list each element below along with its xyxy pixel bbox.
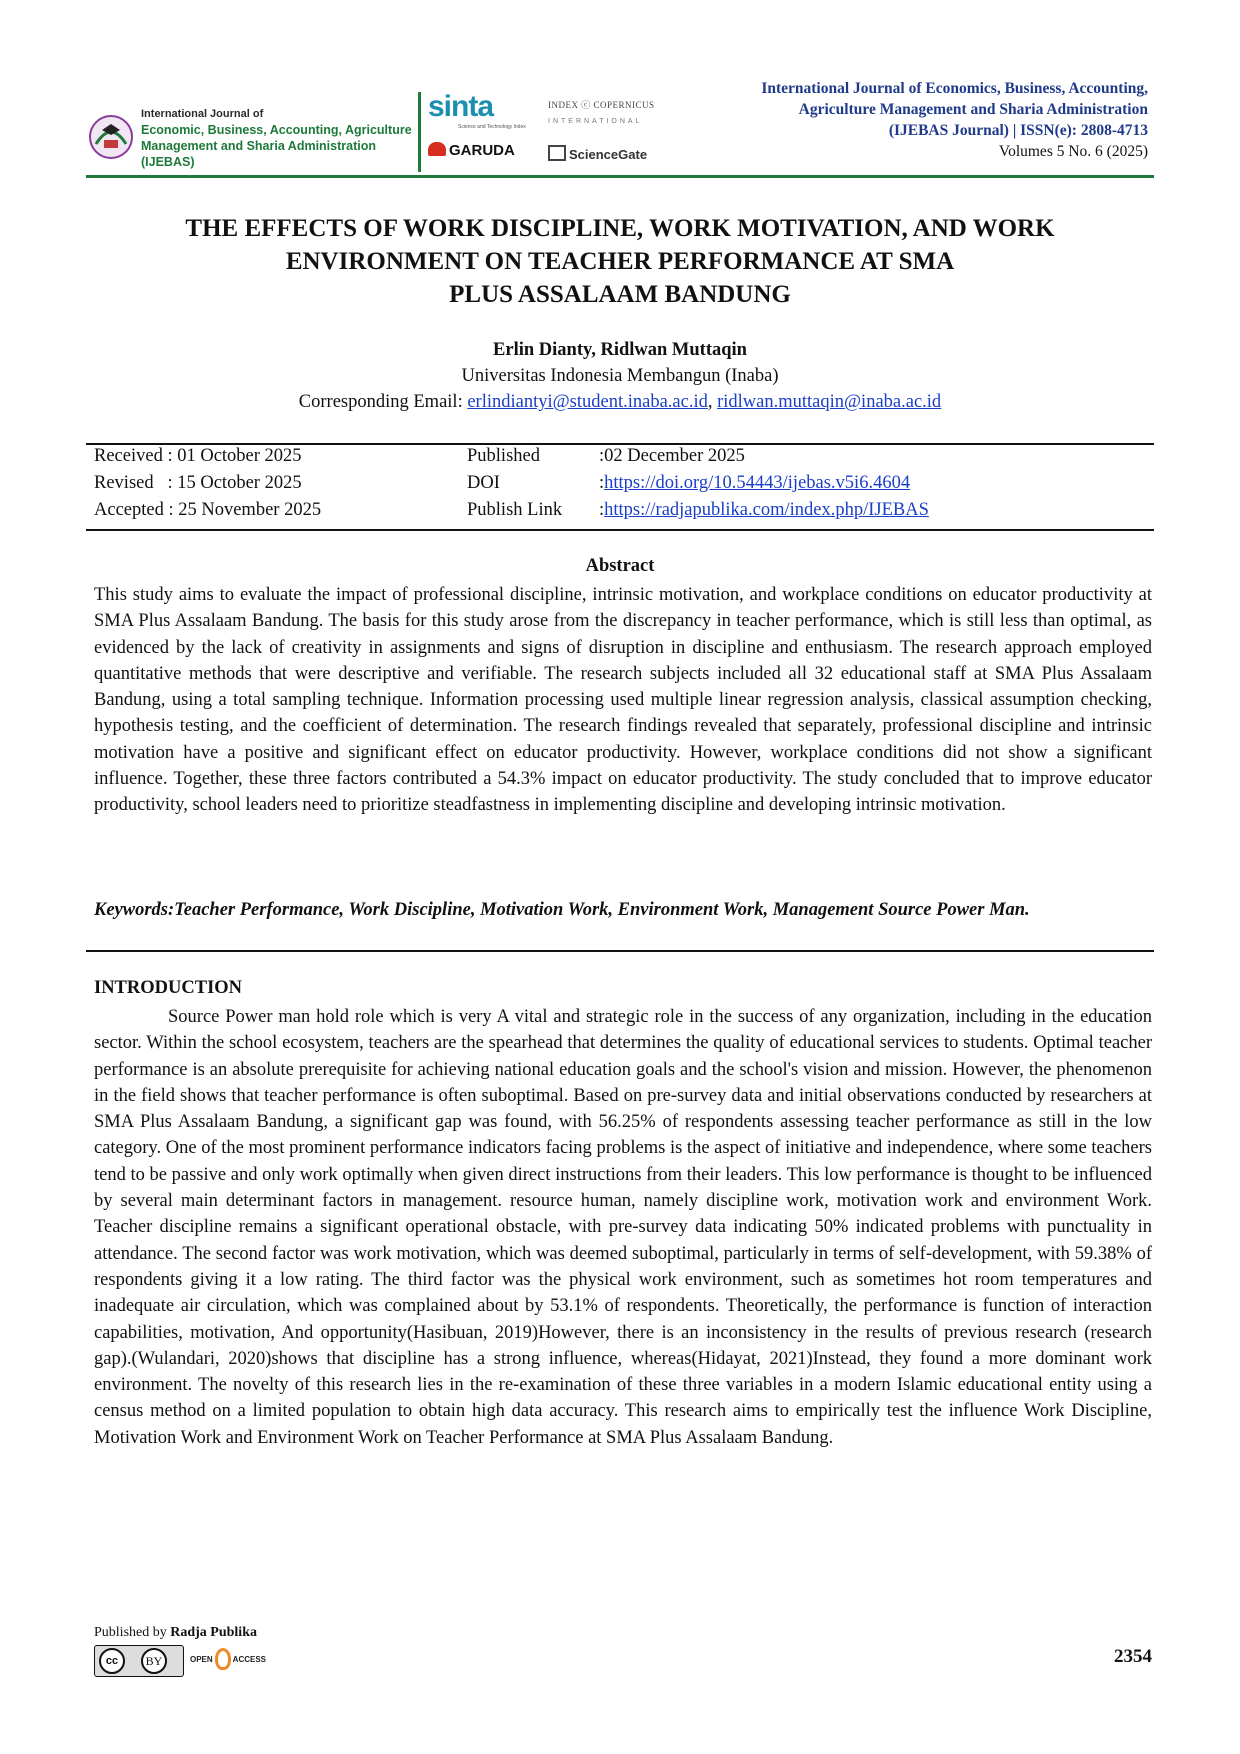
cc-icon: cc xyxy=(99,1648,125,1674)
sciencegate-icon xyxy=(548,145,566,161)
abstract-text: This study aims to evaluate the impact of professional discipline, intrinsic motivation, and workplace conditions on educator productivity at SMA Plus Assalaam Bandung. The basis for this study arose from the discrepancy in teacher performance, which is still less than optimal, as evidenced by the lack of creativity in assignments and signs of disruption in discipline and enthusiasm. The research approach employed quantitative methods that were descriptive and verifiable. The research subjects included all 32 educational staff at SMA Plus Assalaam Bandung, using a total sampling technique. Information processing used multiple linear regression analysis, classical assumption checking, hypothesis testing, and the coefficient of determination. The research findings revealed that separately, professional discipline and intrinsic motivation have a positive and significant effect on educator productivity. However, workplace conditions did not show a significant influence. Together, these three factors contributed a 54.3% impact on educator productivity. The study concluded that to improve educator productivity, school leaders need to prioritize steadfastness in implementing discipline and developing intrinsic motivation. xyxy=(94,585,1152,816)
title-line-1: THE EFFECTS OF WORK DISCIPLINE, WORK MOTIVATION, AND WORK xyxy=(185,215,1055,242)
journal-issn: (IJEBAS Journal) | ISSN(e): 2808-4713 xyxy=(888,122,1148,139)
email-label: Corresponding Email: xyxy=(298,392,468,412)
dates-rule-top xyxy=(86,443,1154,445)
dates-rule-bottom xyxy=(86,529,1154,531)
publish-link-cell xyxy=(599,500,929,527)
introduction-heading: INTRODUCTION xyxy=(94,978,243,998)
sinta-subtitle: Science and Technology Index xyxy=(458,124,526,130)
table-row xyxy=(94,473,929,500)
published-by-label: Published by xyxy=(94,1625,171,1640)
garuda-logo xyxy=(428,142,515,159)
sinta-logo: sinta xyxy=(428,90,494,123)
page-number: 2354 xyxy=(1114,1646,1152,1667)
revised-date: Revised : 15 October 2025 xyxy=(94,473,302,493)
table-row xyxy=(94,500,929,527)
journal-emblem-icon xyxy=(86,110,136,160)
logo-line-2: Economic, Business, Accounting, Agriculture xyxy=(141,123,412,137)
open-access-logo xyxy=(190,1648,266,1670)
header-rule xyxy=(86,175,1154,178)
open-access-word-1: OPEN xyxy=(190,1654,213,1664)
email-link-1[interactable]: erlindiantyi@student.inaba.ac.id xyxy=(467,392,708,412)
published-by xyxy=(94,1625,257,1641)
article-dates-table xyxy=(94,446,929,527)
corresponding-email xyxy=(86,392,1154,413)
email-separator: , xyxy=(707,392,718,412)
journal-info xyxy=(628,78,1148,162)
doi-colon: : xyxy=(599,473,605,493)
doi-link[interactable]: https://doi.org/10.54443/ijebas.v5i6.4604 xyxy=(604,473,911,493)
open-access-word-2: ACCESS xyxy=(232,1654,267,1664)
introduction-text: Source Power man hold role which is very A vital and strategic role in the success of any organization, including in the education sector. Within the school ecosystem, teachers are the spearhead that determines the quality of educational services to students. Optimal teacher performance is an absolute prerequisite for achieving national education goals and the school's vision and mission. However, the phenomenon in the field shows that teacher performance is often suboptimal. Based on pre-survey data and initial observations conducted by researchers at SMA Plus Assalaam Bandung, a significant gap was found, with 56.25% of respondents assessing teacher performance as still in the low category. One of the most prominent performance indicators facing problems is the aspect of initiative and independence, where some teachers tend to be passive and only work optimally when given direct instructions from their leaders. This low performance is thought to be influenced by several main determinant factors in management. resource human, namely discipline work, motivation work and environment Work. Teacher discipline remains a significant operational obstacle, with pre-survey data indicating 50% indicated problems with punctuality in attendance. The second factor was work motivation, which was deemed suboptimal, particularly in terms of self-development, with 59.38% of respondents giving it a low rating. The third factor was the physical work environment, such as sometimes hot room temperatures and inadequate air circulation, which was complained about by 53.1% of respondents. Theoretically, the performance is function of interaction capabilities, motivation, And opportunity(Hasibuan, 2019)However, there is an inconsistency in the results of previous research (research gap).(Wulandari, 2020)shows that discipline has a strong influence, whereas(Hidayat, 2021)Instead, they found a more dominant work environment. The novelty of this research lies in the re-examination of these three variables in a modern Islamic educational entity using a census method on a limited population to obtain high data accuracy. This research aims to empirically test the influence Work Discipline, Motivation Work and Environment Work on Teacher Performance at SMA Plus Assalaam Bandung. xyxy=(94,1007,1152,1448)
copernicus-subtitle: INTERNATIONAL xyxy=(548,118,643,125)
keywords-rule xyxy=(86,950,1154,952)
authors: Erlin Dianty, Ridlwan Muttaqin xyxy=(493,340,747,360)
doi-label: DOI xyxy=(467,473,500,493)
logo-line-3: Management and Sharia Administration (IJEBAS) xyxy=(141,139,376,169)
publish-link[interactable]: https://radjapublika.com/index.php/IJEBAS xyxy=(604,500,929,520)
copernicus-logo: INDEX ⓒ COPERNICUS xyxy=(548,100,655,110)
journal-volume: Volumes 5 No. 6 (2025) xyxy=(998,143,1148,160)
publisher-name: Radja Publika xyxy=(170,1625,257,1640)
open-lock-icon xyxy=(215,1648,231,1670)
journal-name-line-2: Agriculture Management and Sharia Administration xyxy=(798,101,1148,118)
published-date: :02 December 2025 xyxy=(599,446,745,466)
abstract-heading: Abstract xyxy=(585,556,655,576)
publish-link-label: Publish Link xyxy=(467,500,563,520)
table-row xyxy=(94,446,929,473)
journal-name-line-1: International Journal of Economics, Business, Accounting, xyxy=(761,80,1148,97)
cc-by-license-badge[interactable] xyxy=(94,1645,184,1677)
published-label: Published xyxy=(467,446,540,466)
sciencegate-label: ScienceGate xyxy=(569,147,648,162)
title-line-3: PLUS ASSALAAM BANDUNG xyxy=(449,281,791,308)
by-icon: BY xyxy=(141,1648,167,1674)
received-date: Received : 01 October 2025 xyxy=(94,446,302,466)
doi-cell xyxy=(599,473,929,500)
garuda-label: GARUDA xyxy=(449,142,515,159)
affiliation: Universitas Indonesia Membangun (Inaba) xyxy=(461,366,779,386)
journal-logo xyxy=(86,92,416,169)
header-divider xyxy=(418,92,421,172)
accepted-date: Accepted : 25 November 2025 xyxy=(94,500,322,520)
publish-link-colon: : xyxy=(599,500,605,520)
garuda-icon xyxy=(428,142,446,156)
keywords: Keywords:Teacher Performance, Work Discipline, Motivation Work, Environment Work, Management Source Power Man. xyxy=(94,900,1030,920)
logo-line-1: International Journal of xyxy=(141,108,264,120)
email-link-2[interactable]: ridlwan.muttaqin@inaba.ac.id xyxy=(717,392,942,412)
article-title xyxy=(86,212,1154,311)
title-line-2: ENVIRONMENT ON TEACHER PERFORMANCE AT SMA xyxy=(285,248,955,275)
